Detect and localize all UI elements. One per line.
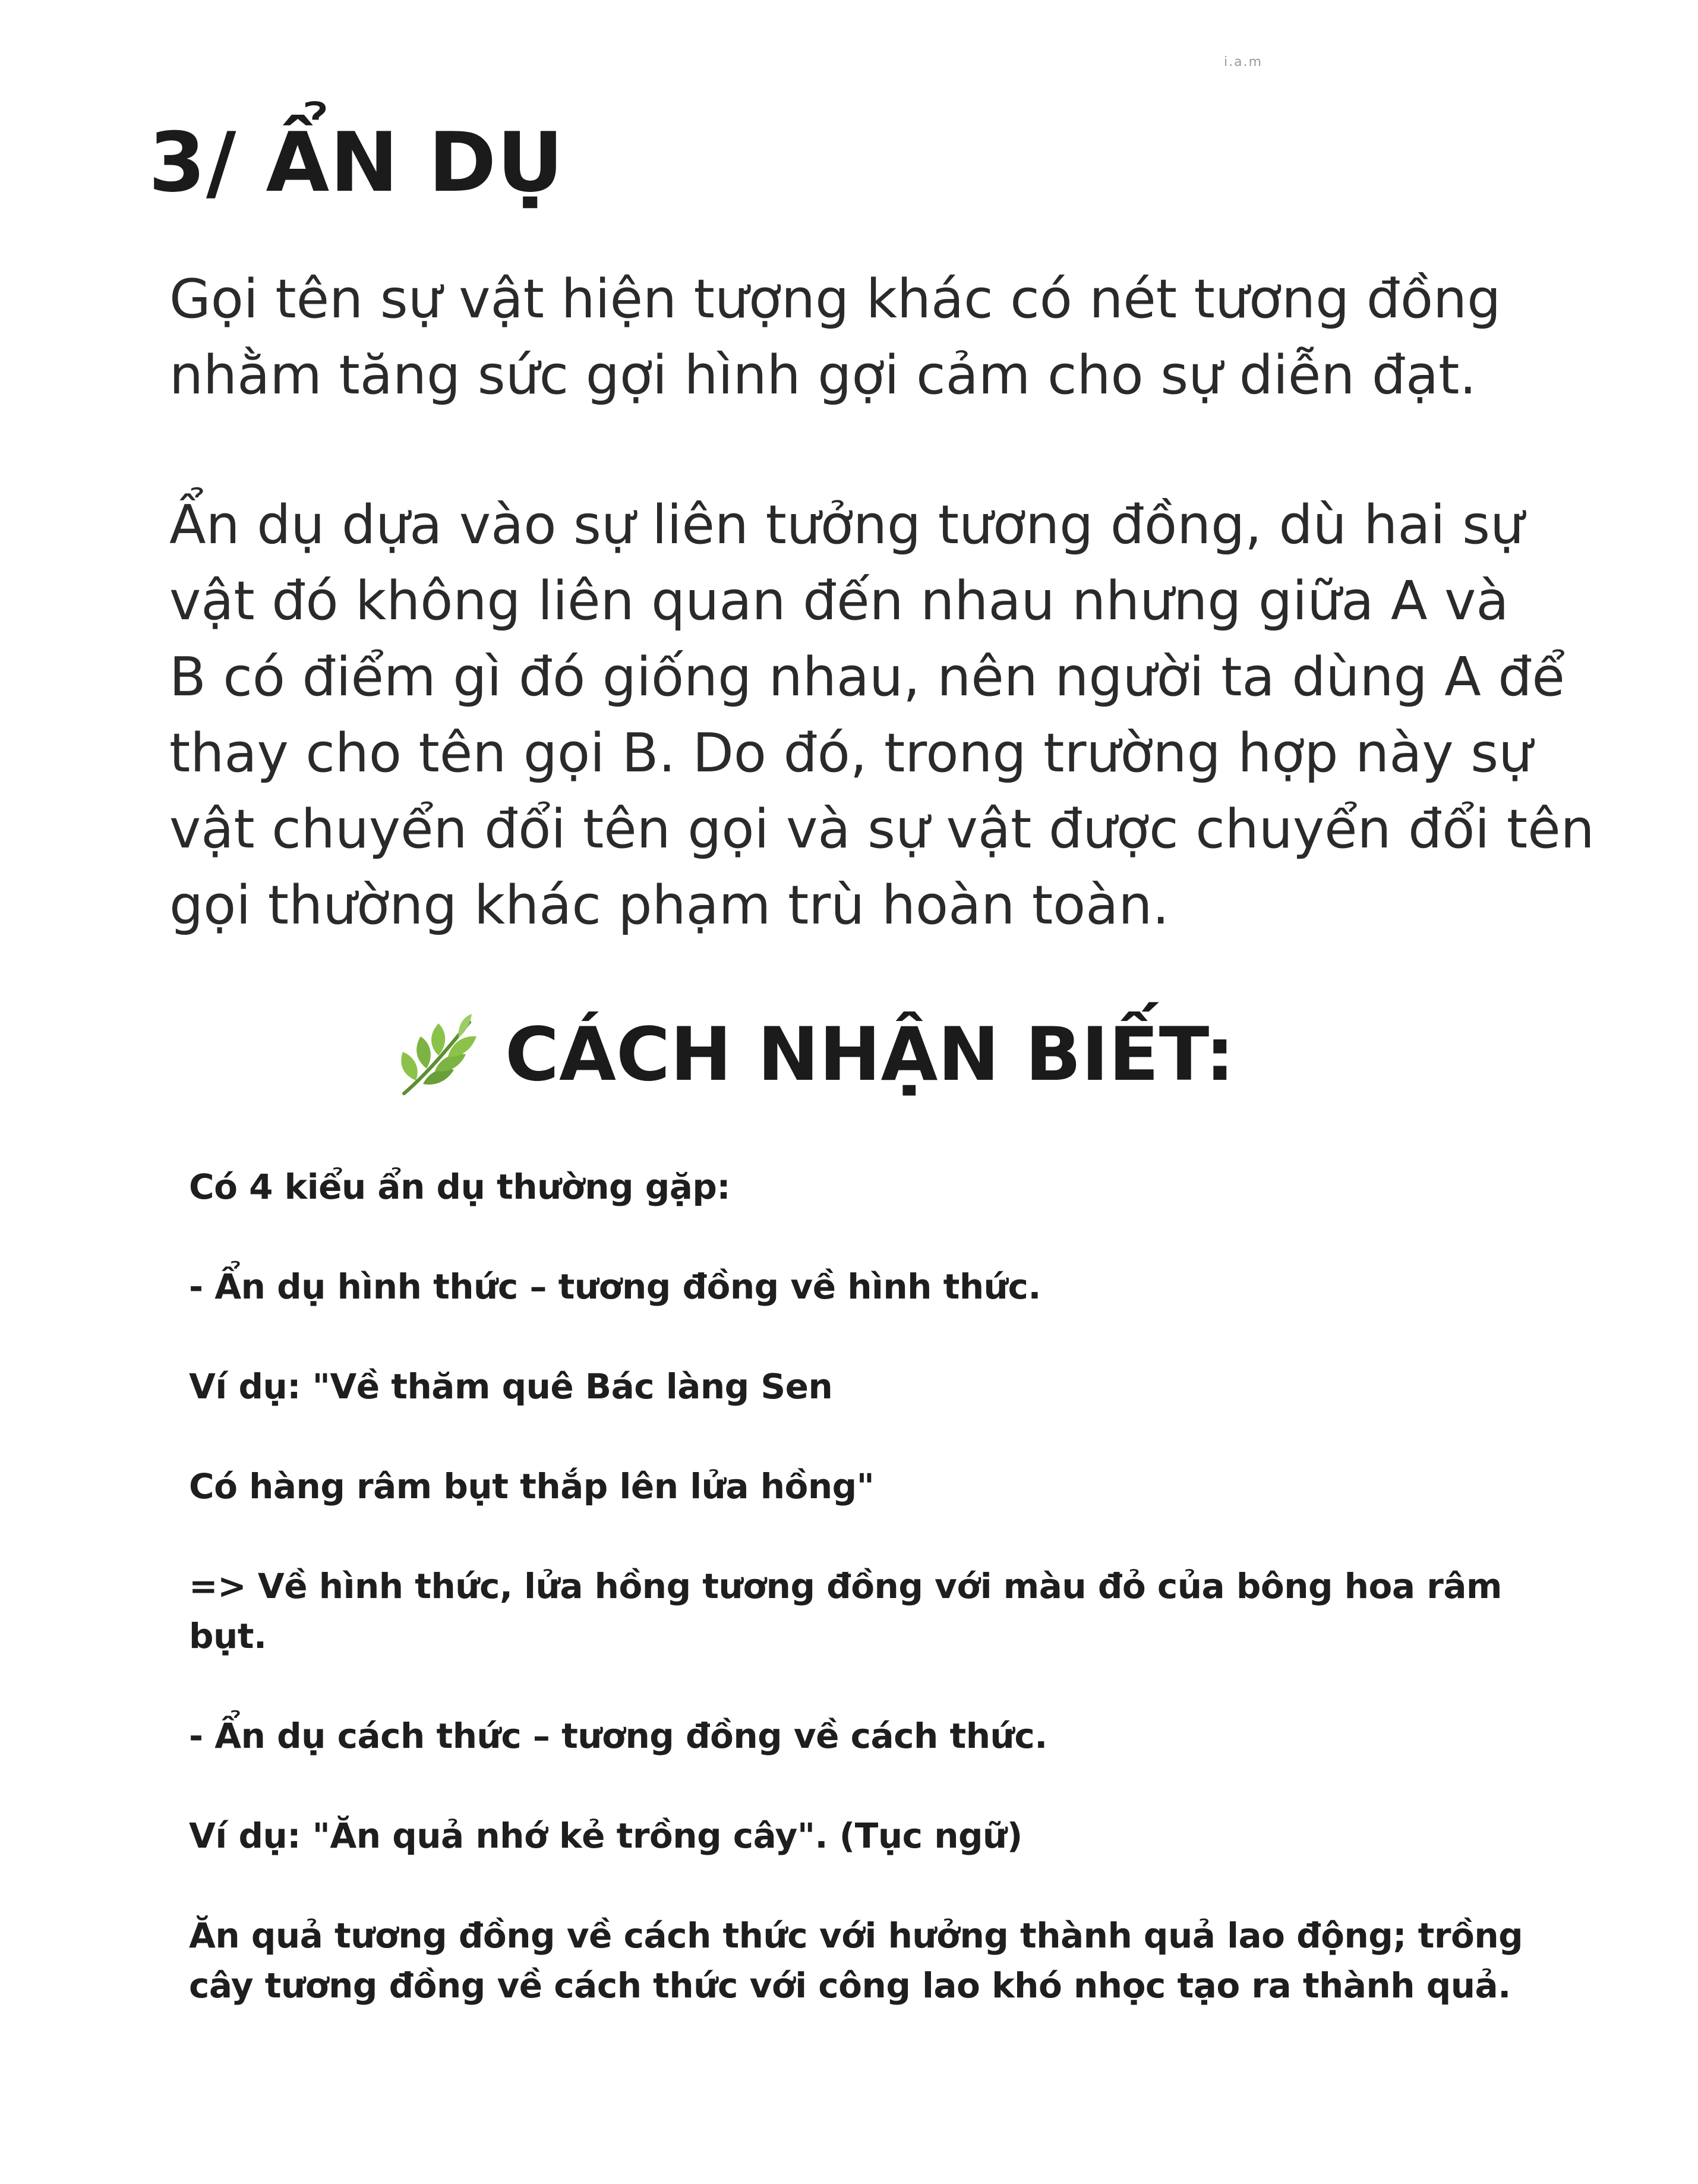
list-item xyxy=(189,1711,1538,1761)
list-item-line: Ăn quả tương đồng về cách thức với hưởng thành quả lao động; trồng xyxy=(189,1915,1523,1956)
list-item xyxy=(189,1911,1538,2010)
explanation-paragraph xyxy=(169,487,1595,944)
list-item-line: Ví dụ: "Ăn quả nhớ kẻ trồng cây". (Tục ngữ) xyxy=(189,1816,1022,1856)
list-item xyxy=(189,1262,1538,1312)
recognition-list xyxy=(189,1162,1538,2060)
list-item-line: bụt. xyxy=(189,1616,267,1656)
list-item xyxy=(189,1811,1538,1861)
list-item xyxy=(189,1461,1538,1511)
definition-line: Gọi tên sự vật hiện tượng khác có nét tương đồng xyxy=(169,268,1501,330)
explanation-line: B có điểm gì đó giống nhau, nên người ta dùng A để xyxy=(169,646,1565,708)
list-item-line: Có hàng râm bụt thắp lên lửa hồng" xyxy=(189,1466,875,1507)
list-item-line: cây tương đồng về cách thức với công lao khó nhọc tạo ra thành quả. xyxy=(189,1965,1511,2006)
list-item-line: => Về hình thức, lửa hồng tương đồng với màu đỏ của bông hoa râm xyxy=(189,1566,1502,1606)
definition-line: nhằm tăng sức gợi hình gợi cảm cho sự diễn đạt. xyxy=(169,344,1477,406)
herb-leaf-icon xyxy=(392,1010,487,1099)
list-item-line: - Ẩn dụ cách thức – tương đồng về cách thức. xyxy=(189,1716,1047,1756)
explanation-line: gọi thường khác phạm trù hoàn toàn. xyxy=(169,874,1170,937)
list-item xyxy=(189,1162,1538,1212)
explanation-line: thay cho tên gọi B. Do đó, trong trường hợp này sự xyxy=(169,722,1533,784)
recognition-title: CÁCH NHẬN BIẾT: xyxy=(505,1012,1235,1098)
explanation-line: Ẩn dụ dựa vào sự liên tưởng tương đồng, dù hai sự xyxy=(169,494,1525,556)
recognition-heading xyxy=(392,1010,1235,1099)
list-item-line: Có 4 kiểu ẩn dụ thường gặp: xyxy=(189,1167,731,1207)
list-item-line: Ví dụ: "Về thăm quê Bác làng Sen xyxy=(189,1366,833,1407)
section-heading: 3/ ẨN DỤ xyxy=(149,115,564,210)
corner-mark: i.a.m xyxy=(1224,55,1263,70)
definition-paragraph xyxy=(169,261,1530,414)
explanation-line: vật chuyển đổi tên gọi và sự vật được chuyển đổi tên xyxy=(169,798,1595,861)
list-item-line: - Ẩn dụ hình thức – tương đồng về hình thức. xyxy=(189,1266,1041,1307)
explanation-line: vật đó không liên quan đến nhau nhưng giữa A và xyxy=(169,570,1509,632)
list-item xyxy=(189,1362,1538,1411)
list-item xyxy=(189,1561,1538,1661)
